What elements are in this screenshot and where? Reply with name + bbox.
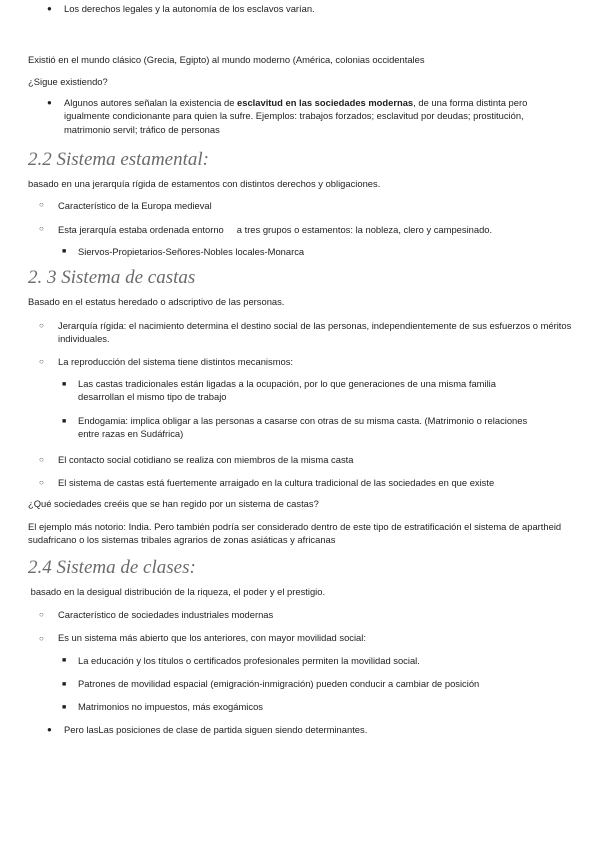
list-item: Patrones de movilidad espacial (emigración-inmigración) pueden conducir a cambiar de posición (78, 678, 480, 689)
question: ¿Qué sociedades creéis que se han regido por un sistema de castas? (28, 498, 319, 509)
bullet-square-icon: ■ (62, 657, 67, 664)
bullet-hollow-icon: ○ (39, 224, 44, 233)
list-item: Pero lasLas posiciones de clase de partida siguen siendo determinantes. (64, 724, 368, 735)
list-item: Matrimonios no impuestos, más exogámicos (78, 701, 263, 712)
section-heading: 2.2 Sistema estamental: (28, 149, 210, 170)
bullet-filled-icon: ● (47, 725, 52, 734)
section-heading: 2.4 Sistema de clases: (28, 557, 196, 578)
list-item: El sistema de castas está fuertemente arraigado en la cultura tradicional de las sociedades en que existe (58, 477, 495, 488)
bullet-hollow-icon: ○ (39, 478, 44, 487)
bullet-hollow-icon: ○ (39, 321, 44, 330)
bullet-square-icon: ■ (62, 381, 67, 388)
list-item (64, 96, 564, 136)
bullet-hollow-icon: ○ (39, 455, 44, 464)
bullet-hollow-icon: ○ (39, 610, 44, 619)
text-run: Algunos autores señalan la existencia de (64, 97, 238, 108)
list-item: Característico de sociedades industriales modernas (58, 609, 274, 620)
paragraph: Existió en el mundo clásico (Grecia, Egipto) al mundo moderno (América, colonias occidentales (28, 54, 425, 65)
list-item: Jerarquía rígida: el nacimiento determina el destino social de las personas, independientemente de sus esfuerzos o méritos individuales. (58, 320, 572, 345)
list-item: Endogamia: implica obligar a las personas a casarse con otras de su misma casta. (Matrimonio o relaciones entre razas en Sudáfrica) (78, 415, 528, 440)
bullet-hollow-icon: ○ (39, 200, 44, 209)
bullet-hollow-icon: ○ (39, 357, 44, 366)
paragraph: basado en una jerarquía rígida de estamentos con distintos derechos y obligaciones. (28, 178, 381, 189)
list-item: Es un sistema más abierto que los anteriores, con mayor movilidad social: (58, 632, 366, 643)
paragraph: El ejemplo más notorio: India. Pero también podría ser considerado dentro de este tipo de estratificación el sistema de apartheid sudafricano o los sistemas tribales agrarios de zonas asiáticas y africanas (28, 521, 562, 546)
section-heading: 2. 3 Sistema de castas (28, 267, 196, 288)
bullet-square-icon: ■ (62, 418, 67, 425)
paragraph: basado en la desigual distribución de la riqueza, el poder y el prestigio. (28, 586, 326, 597)
bullet-square-icon: ■ (62, 704, 67, 711)
list-item: Esta jerarquía estaba ordenada entorno a tres grupos o estamentos: la nobleza, clero y campesinado. (58, 224, 493, 235)
bold-text: esclavitud en las sociedades modernas (237, 97, 414, 108)
bullet-filled-icon: ● (47, 4, 52, 13)
paragraph: ¿Sigue existiendo? (28, 76, 108, 87)
bullet-square-icon: ■ (62, 681, 67, 688)
bullet-square-icon: ■ (62, 248, 67, 255)
list-item: Las castas tradicionales están ligadas a la ocupación, por lo que generaciones de una misma familia desarrollan el mismo tipo de trabajo (78, 378, 496, 403)
text-run: , de una forma distinta pero igualmente condicionante para quien la sufre. Ejemplos: trabajos forzados; esclavitud por deudas; prostitución, matrimonio servil; tráfico de personas (64, 97, 528, 135)
list-item: El contacto social cotidiano se realiza con miembros de la misma casta (58, 454, 354, 465)
bullet-hollow-icon: ○ (39, 634, 44, 643)
list-item: La reproducción del sistema tiene distintos mecanismos: (58, 356, 294, 367)
list-item: La educación y los títulos o certificados profesionales permiten la movilidad social. (78, 655, 420, 666)
list-item: Siervos-Propietarios-Señores-Nobles locales-Monarca (78, 246, 305, 257)
list-item: Los derechos legales y la autonomía de los esclavos varían. (64, 3, 315, 14)
list-item: Característico de la Europa medieval (58, 200, 212, 211)
bullet-filled-icon: ● (47, 98, 52, 107)
paragraph: Basado en el estatus heredado o adscriptivo de las personas. (28, 296, 285, 307)
